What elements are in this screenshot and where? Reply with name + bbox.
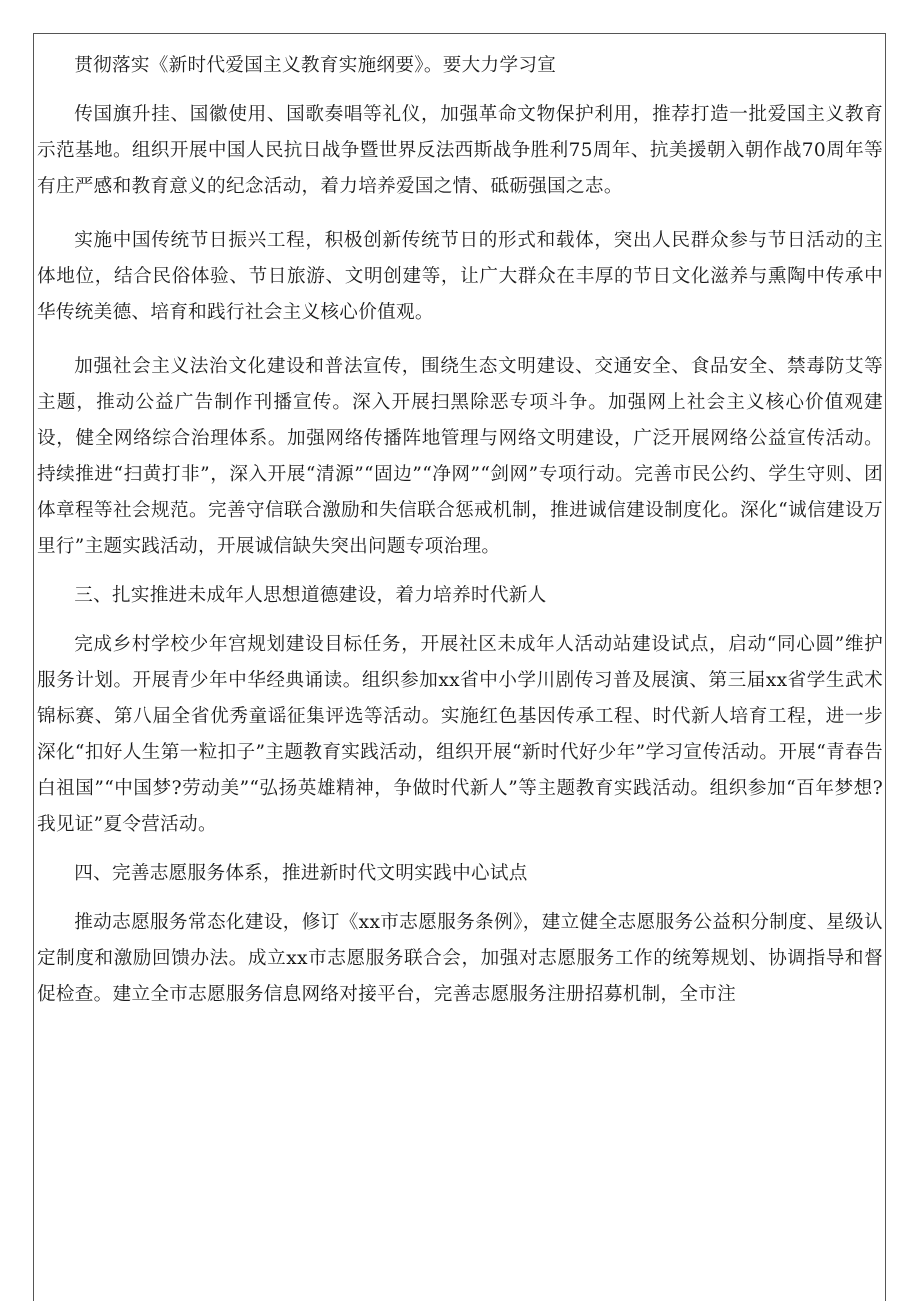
section-heading-4: 四、完善志愿服务体系，推进新时代文明实践中心试点: [74, 863, 528, 884]
paragraph-2: 传国旗升挂、国徽使用、国歌奏唱等礼仪，加强革命文物保护利用，推荐打造一批爱国主义教育示范基地。组织开展中国人民抗日战争暨世界反法西斯战争胜利75周年、抗美援朝入朝作战70周年等有庄严感和教育意义的纪念活动，着力培养爱国之情、砥砺强国之志。: [37, 104, 883, 197]
paragraph-4: 加强社会主义法治文化建设和普法宣传，围绕生态文明建设、交通安全、食品安全、禁毒防艾等主题，推动公益广告制作刊播宣传。深入开展扫黑除恶专项斗争。加强网上社会主义核心价值观建设，健全网络综合治理体系。加强网络传播阵地管理与网络文明建设，广泛开展网络公益宣传活动。持续推进“扫黄打非”，深入开展“清源”“固边”“净网”“剑网”专项行动。完善市民公约、学生守则、团体章程等社会规范。完善守信联合激励和失信联合惩戒机制，推进诚信建设制度化。深化“诚信建设万里行”主题实践活动，开展诚信缺失突出问题专项治理。: [37, 356, 883, 557]
document-body: [37, 48, 883, 1013]
paragraph-3: 实施中国传统节日振兴工程，积极创新传统节日的形式和载体，突出人民群众参与节日活动的主体地位，结合民俗体验、节日旅游、文明创建等，让广大群众在丰厚的节日文化滋养与熏陶中传承中华传统美德、培育和践行社会主义核心价值观。: [37, 230, 883, 323]
paragraph-5: 完成乡村学校少年宫规划建设目标任务，开展社区未成年人活动站建设试点，启动“同心圆”维护服务计划。开展青少年中华经典诵读。组织参加xx省中小学川剧传习普及展演、第三届xx省学生武术锦标赛、第八届全省优秀童谣征集评选等活动。实施红色基因传承工程、时代新人培育工程，进一步深化“扣好人生第一粒扣子”主题教育实践活动，组织开展“新时代好少年”学习宣传活动。开展“青春告白祖国”“中国梦?劳动美”“弘扬英雄精神，争做时代新人”等主题教育实践活动。组织参加“百年梦想?我见证”夏令营活动。: [37, 634, 883, 835]
section-heading-3: 三、扎实推进未成年人思想道德建设，着力培养时代新人: [74, 585, 547, 606]
paragraph-1: 贯彻落实《新时代爱国主义教育实施纲要》。要大力学习宣: [74, 55, 557, 76]
paragraph-6: 推动志愿服务常态化建设，修订《xx市志愿服务条例》，建立健全志愿服务公益积分制度、星级认定制度和激励回馈办法。成立xx市志愿服务联合会，加强对志愿服务工作的统筹规划、协调指导和督促检查。建立全市志愿服务信息网络对接平台，完善志愿服务注册招募机制，全市注: [37, 912, 883, 1005]
